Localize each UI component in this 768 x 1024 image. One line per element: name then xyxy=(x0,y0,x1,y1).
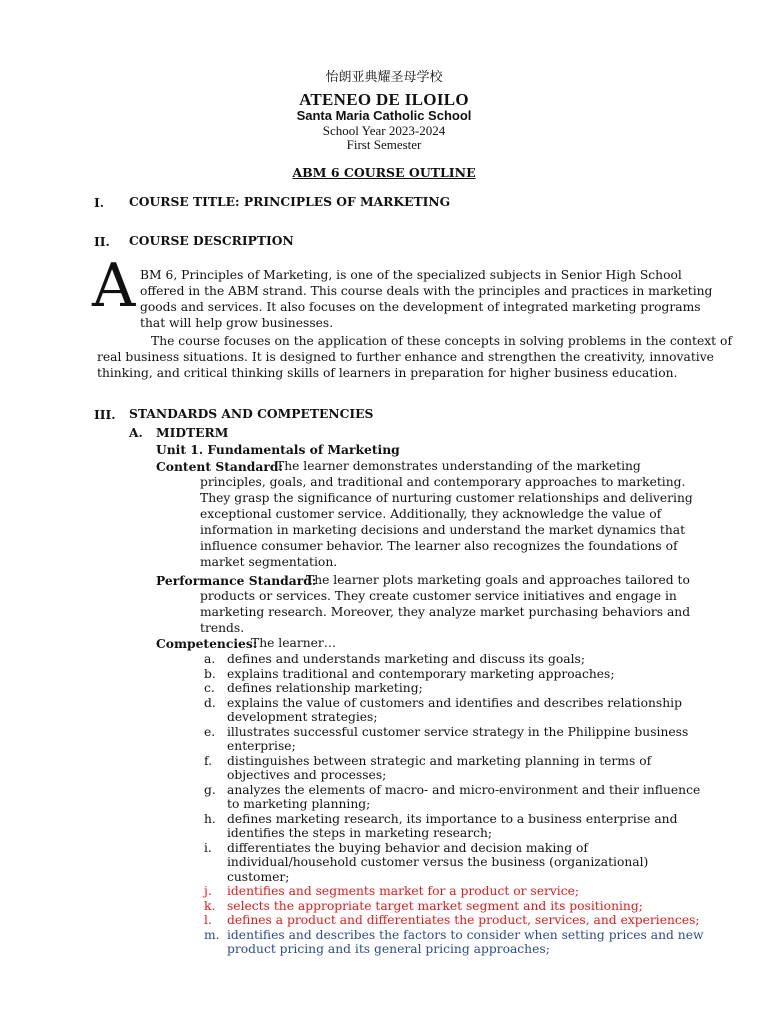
paragraph-line: The course focuses on the application of these concepts in solving problems in the context of xyxy=(151,334,732,348)
section-3-numeral: III. xyxy=(94,407,116,422)
content-standard-label: Content Standard: xyxy=(156,459,283,474)
section-1-numeral: I. xyxy=(94,195,105,210)
competency-text: individual/household customer versus the business (organizational) xyxy=(227,855,649,869)
competency-letter: a. xyxy=(204,652,216,666)
competency-letter: j. xyxy=(204,884,212,898)
drop-cap: A xyxy=(92,251,136,321)
paragraph-line: that will help grow businesses. xyxy=(140,316,334,330)
paragraph-line: BM 6, Principles of Marketing, is one of the specialized subjects in Senior High School xyxy=(140,268,682,282)
standard-line: influence consumer behavior. The learner also recognizes the foundations of xyxy=(200,539,678,553)
competency-letter: m. xyxy=(204,927,220,942)
competency-letter: h. xyxy=(204,811,216,826)
standard-line: trends. xyxy=(200,621,245,635)
competency-letter: e. xyxy=(204,724,216,739)
standard-line: market segmentation. xyxy=(200,555,338,569)
competency-text: defines and understands marketing and discuss its goals; xyxy=(227,652,586,666)
competency-text: defines marketing research, its importance to a business enterprise and xyxy=(227,811,678,826)
competency-text: defines a product and differentiates the product, services, and experiences; xyxy=(227,913,700,927)
standard-line: marketing research. Moreover, they analyze market purchasing behaviors and xyxy=(200,605,691,619)
competency-letter: l. xyxy=(204,913,212,927)
competency-letter: k. xyxy=(204,898,216,913)
standard-line: The learner demonstrates understanding of the marketing xyxy=(276,459,641,473)
competency-text: differentiates the buying behavior and decision making of xyxy=(227,840,588,855)
competency-letter: b. xyxy=(204,666,216,681)
competency-text: enterprise; xyxy=(227,739,296,753)
unit-title: Unit 1. Fundamentals of Marketing xyxy=(156,442,400,457)
school-year: School Year 2023-2024 xyxy=(322,123,446,138)
paragraph-line: real business situations. It is designed to further enhance and strengthen the creativity, innovative xyxy=(97,350,714,364)
competencies-label: Competencies: xyxy=(156,636,258,651)
competency-text: illustrates successful customer service strategy in the Philippine business xyxy=(227,724,689,739)
competency-text: product pricing and its general pricing approaches; xyxy=(227,942,550,956)
standard-line: information in marketing decisions and understand the market dynamics that xyxy=(200,523,686,537)
school-name: ATENEO DE ILOILO xyxy=(299,90,469,109)
competency-letter: f. xyxy=(204,753,213,768)
paragraph-line: thinking, and critical thinking skills of learners in preparation for higher business education. xyxy=(97,366,678,380)
paragraph-line: goods and services. It also focuses on the development of integrated marketing programs xyxy=(140,300,701,314)
competency-text: customer; xyxy=(227,869,290,884)
competency-letter: g. xyxy=(204,782,216,797)
competency-text: explains traditional and contemporary marketing approaches; xyxy=(227,666,615,681)
competency-letter: i. xyxy=(204,840,212,855)
section-3-heading: STANDARDS AND COMPETENCIES xyxy=(129,406,374,421)
competency-text: defines relationship marketing; xyxy=(227,681,423,695)
midterm-letter: A. xyxy=(129,425,143,440)
competency-text: to marketing planning; xyxy=(227,797,371,811)
competency-text: distinguishes between strategic and marketing planning in terms of xyxy=(227,753,652,768)
standard-line: The learner plots marketing goals and approaches tailored to xyxy=(306,573,690,587)
outline-title: ABM 6 COURSE OUTLINE xyxy=(292,165,476,180)
semester: First Semester xyxy=(346,137,422,152)
competency-text: identifies and segments market for a product or service; xyxy=(227,884,580,898)
competency-text: development strategies; xyxy=(227,710,378,724)
competency-letter: d. xyxy=(204,695,216,710)
standard-line: products or services. They create customer service initiatives and engage in xyxy=(200,589,677,603)
school-subtitle: Santa Maria Catholic School xyxy=(296,108,472,123)
competencies-intro: The learner… xyxy=(251,636,337,650)
school-chinese-name: 怡朗亚典耀圣母学校 xyxy=(325,70,443,85)
section-2-numeral: II. xyxy=(94,234,110,249)
competency-text: selects the appropriate target market segment and its positioning; xyxy=(227,898,643,913)
competency-text: explains the value of customers and identifies and describes relationship xyxy=(227,695,682,710)
competency-text: objectives and processes; xyxy=(227,768,387,782)
midterm-heading: MIDTERM xyxy=(156,425,229,440)
competency-text: analyzes the elements of macro- and micro-environment and their influence xyxy=(227,782,701,797)
competency-text: identifies the steps in marketing research; xyxy=(227,826,493,840)
section-1-heading: COURSE TITLE: PRINCIPLES OF MARKETING xyxy=(129,194,451,209)
section-2-heading: COURSE DESCRIPTION xyxy=(129,233,294,248)
standard-line: principles, goals, and traditional and contemporary approaches to marketing. xyxy=(200,475,686,489)
competency-letter: c. xyxy=(204,681,215,695)
competency-text: identifies and describes the factors to consider when setting prices and new xyxy=(227,927,704,942)
standard-line: They grasp the significance of nurturing customer relationships and delivering xyxy=(200,491,693,505)
paragraph-line: offered in the ABM strand. This course deals with the principles and practices in marketing xyxy=(140,284,713,298)
performance-standard-label: Performance Standard: xyxy=(156,573,317,588)
standard-line: exceptional customer service. Additionally, they acknowledge the value of xyxy=(200,507,662,521)
